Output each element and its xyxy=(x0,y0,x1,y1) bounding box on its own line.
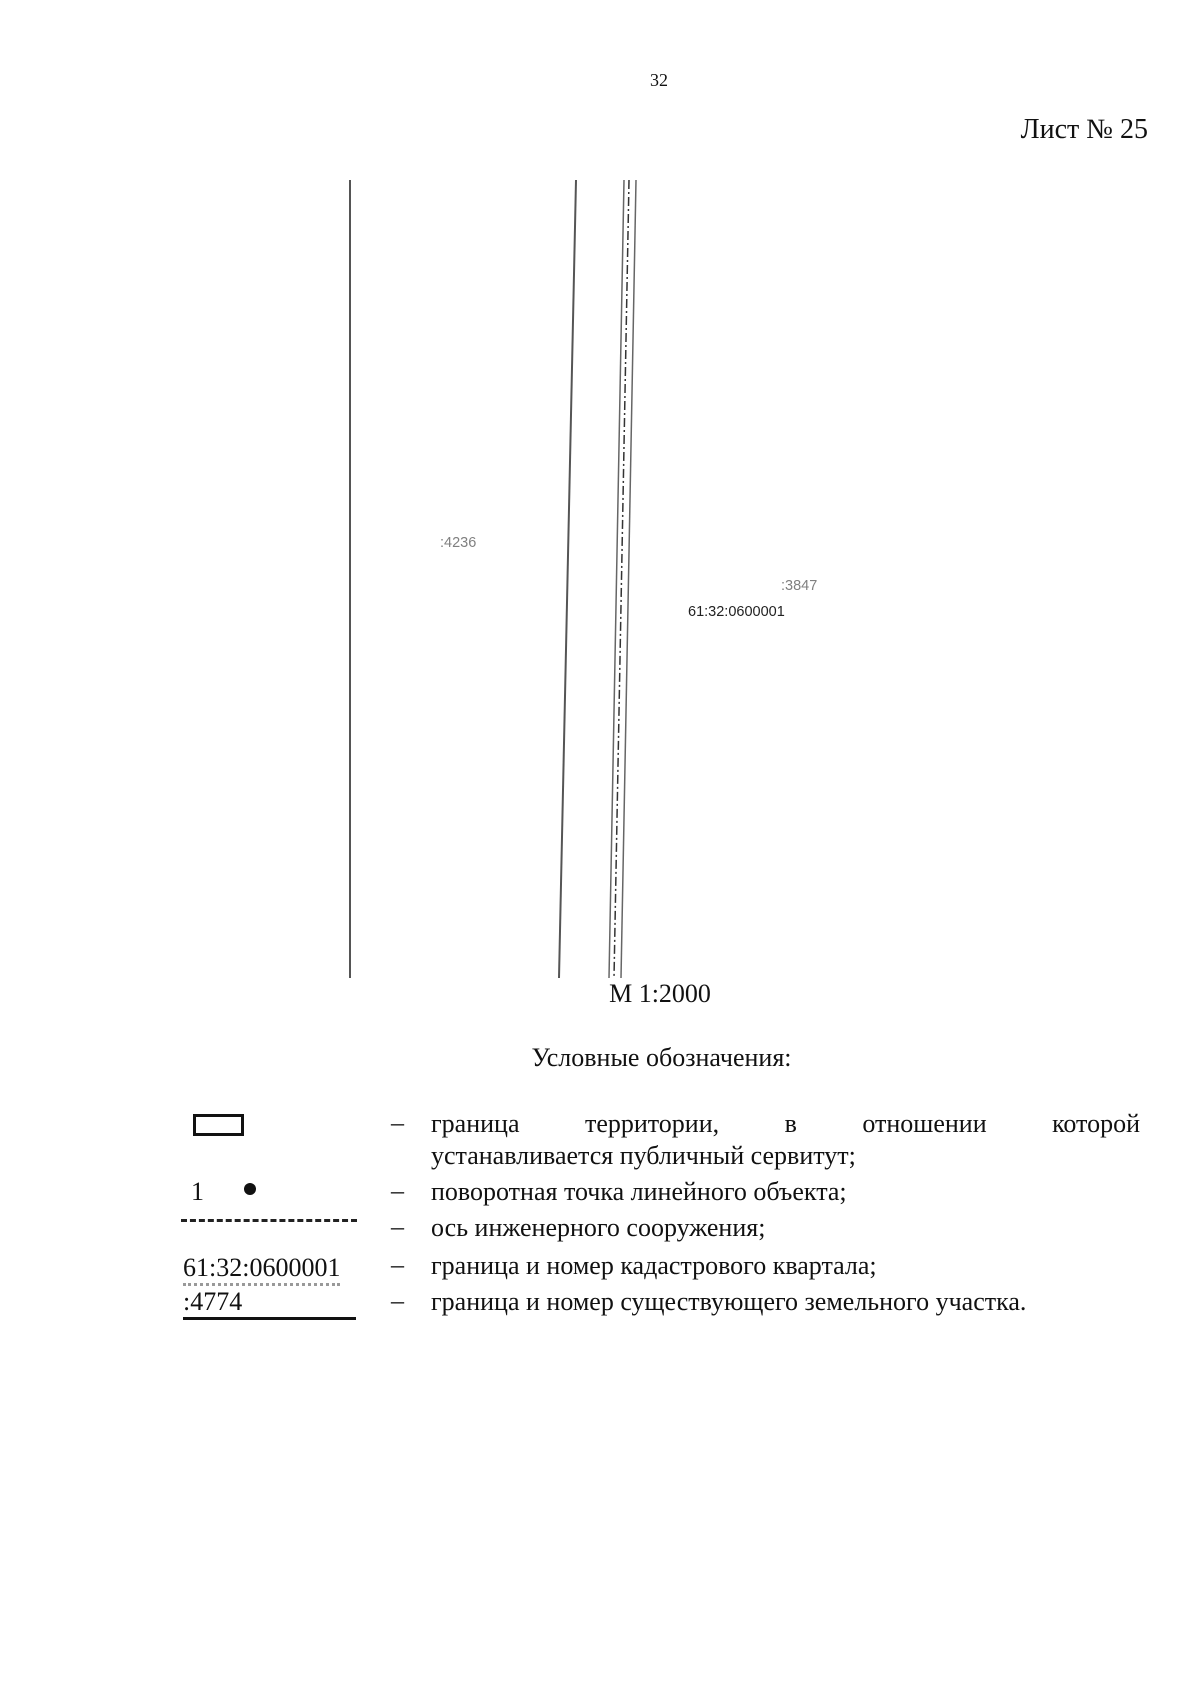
legend-dash: – xyxy=(391,1250,404,1279)
legend-dash: – xyxy=(391,1108,404,1137)
legend-point-number: 1 xyxy=(191,1177,204,1206)
sheet-label: Лист № 25 xyxy=(1020,114,1148,145)
legend-dash: – xyxy=(391,1176,404,1205)
legend-parcel-number: :4774 xyxy=(183,1287,356,1320)
map-scale: М 1:2000 xyxy=(609,979,711,1008)
page-number: 32 xyxy=(650,70,668,90)
legend-title: Условные обозначения: xyxy=(531,1043,792,1072)
legend-item-structure-axis: ось инженерного сооружения; xyxy=(431,1213,766,1242)
dot-icon xyxy=(244,1183,256,1195)
legend-dash: – xyxy=(391,1212,404,1241)
legend-item-servitude-boundary-line2: устанавливается публичный сервитут; xyxy=(431,1141,856,1170)
parcel-label-3847: :3847 xyxy=(781,578,818,594)
parcel-label-4236: :4236 xyxy=(440,535,477,551)
legend-item-turning-point: поворотная точка линейного объекта; xyxy=(431,1177,847,1206)
cadastral-quarter-label: 61:32:0600001 xyxy=(688,604,785,620)
legend-quarter-number: 61:32:0600001 xyxy=(183,1253,340,1286)
legend-item-land-parcel: граница и номер существующего земельного участка. xyxy=(431,1287,1027,1316)
rectangle-outline-icon xyxy=(193,1114,244,1136)
legend-item-cadastral-quarter: граница и номер кадастрового квартала; xyxy=(431,1251,877,1280)
legend-dash: – xyxy=(391,1286,404,1315)
legend-item-servitude-boundary-line1: граница территории, в отношении которой xyxy=(431,1109,1140,1138)
dashed-line-icon xyxy=(181,1219,357,1222)
